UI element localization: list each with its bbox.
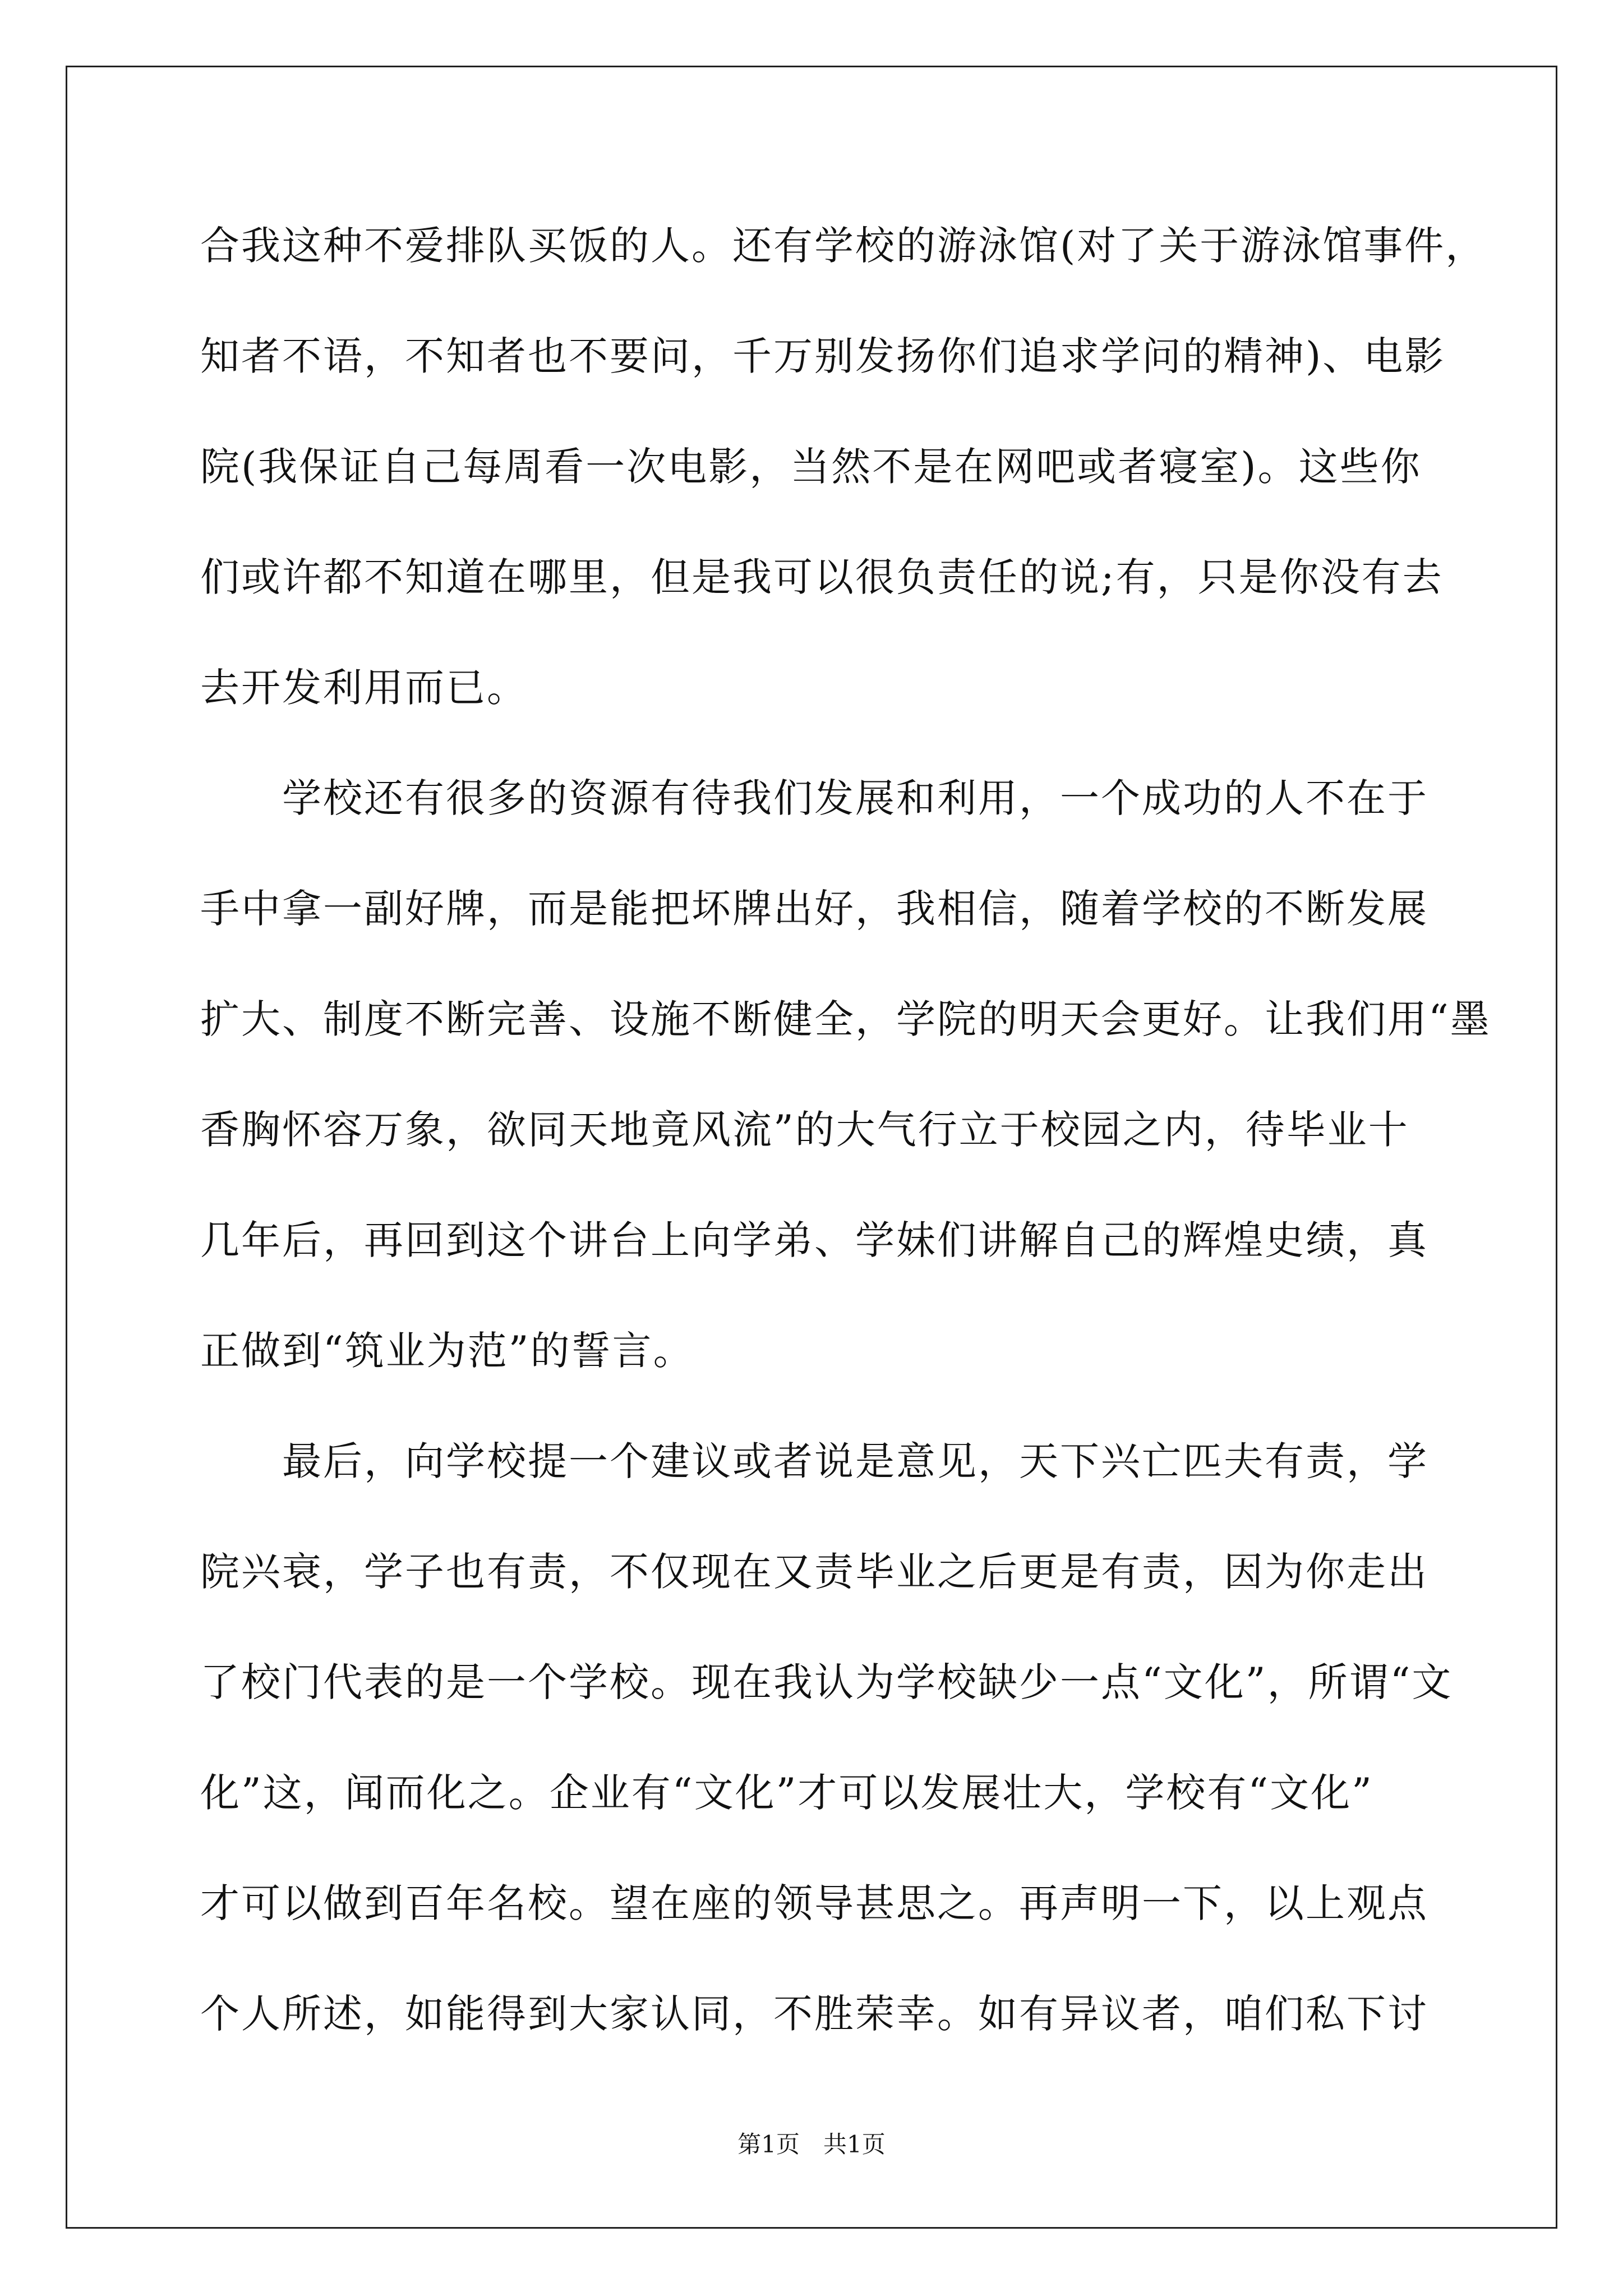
text-line: 去开发利用而已。 (200, 665, 528, 711)
text-line: 手中拿一副好牌，而是能把坏牌出好，我相信，随着学校的不断发展 (200, 886, 1428, 932)
text-line: 扩大、制度不断完善、设施不断健全，学院的明天会更好。让我们用“墨 (200, 996, 1491, 1042)
text-line: 了校门代表的是一个学校。现在我认为学校缺少一点“文化”，所谓“文 (200, 1659, 1453, 1705)
text-line: 个人所述，如能得到大家认同，不胜荣幸。如有异议者，咱们私下讨 (200, 1991, 1428, 2037)
page-number-footer: 第1页 共1页 (737, 2131, 886, 2158)
text-line: 化”这，闻而化之。企业有“文化”才可以发展壮大，学校有“文化” (200, 1770, 1373, 1816)
text-line: 们或许都不知道在哪里，但是我可以很负责任的说;有，只是你没有去 (200, 554, 1444, 600)
text-line: 院(我保证自己每周看一次电影，当然不是在网吧或者寝室)。这些你 (200, 444, 1422, 490)
text-line: 香胸怀容万象，欲同天地竟风流”的大气行立于校园之内，待毕业十 (200, 1107, 1409, 1153)
document-body (200, 206, 1491, 2085)
text-line: 合我这种不爱排队买饭的人。还有学校的游泳馆(对了关于游泳馆事件， (200, 223, 1487, 269)
text-line: 知者不语，不知者也不要问，千万别发扬你们追求学问的精神)、电影 (200, 333, 1446, 379)
text-line: 学校还有很多的资源有待我们发展和利用，一个成功的人不在于 (200, 775, 1428, 821)
text-line: 院兴衰，学子也有责，不仅现在又责毕业之后更是有责，因为你走出 (200, 1549, 1428, 1595)
text-line: 才可以做到百年名校。望在座的领导甚思之。再声明一下，以上观点 (200, 1880, 1428, 1926)
text-line: 几年后，再回到这个讲台上向学弟、学妹们讲解自己的辉煌史绩，真 (200, 1217, 1428, 1263)
text-line: 正做到“筑业为范”的誓言。 (200, 1328, 694, 1374)
text-line: 最后，向学校提一个建议或者说是意见，天下兴亡匹夫有责，学 (200, 1438, 1428, 1484)
